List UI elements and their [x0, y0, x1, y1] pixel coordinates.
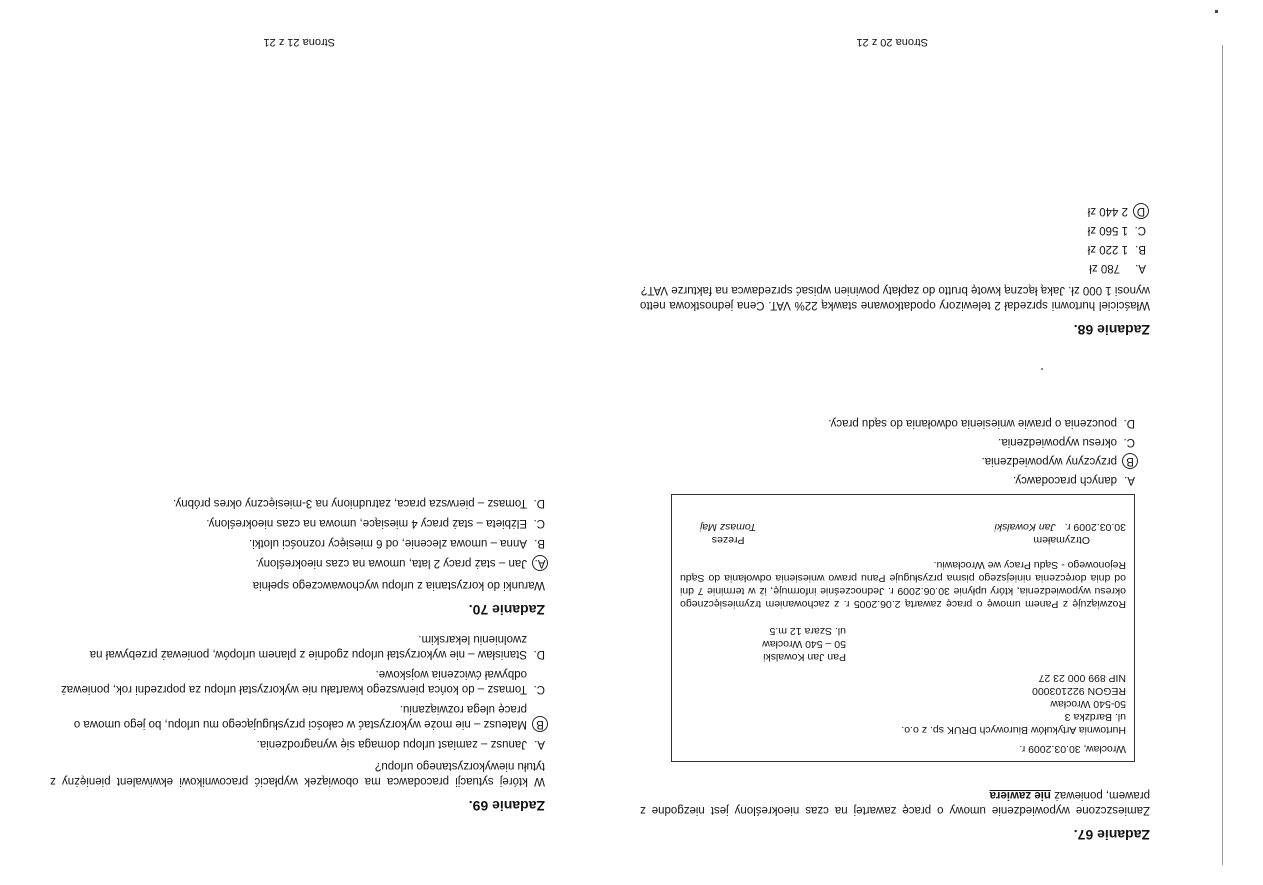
option-d: D. Stanisław – nie wykorzystał urlopu zgodnie z planem urlopów, ponieważ przebywał na zwolnieniu lekarskim. — [89, 633, 545, 660]
circled-answer-mark: B — [532, 716, 548, 732]
option-a: A. danych pracodawcy. — [1013, 474, 1135, 486]
page-20-content — [640, 780, 1150, 842]
letter-signatures — [680, 520, 1126, 546]
option-a: A. 780 zł — [1089, 262, 1146, 274]
letter-recipient — [680, 624, 1126, 663]
sender-line: NIP 899 000 23 27 — [1038, 672, 1126, 684]
recipient-line: ul. Szara 12 m.5 — [769, 625, 846, 637]
scan-speck — [1041, 368, 1043, 370]
received-signature: Jan Kowalski — [994, 521, 1056, 533]
scan-speck — [1215, 10, 1218, 13]
letter-sender — [680, 671, 1126, 736]
page-21-footer: Strona 21 z 21 — [263, 36, 335, 48]
option-a: A. Janusz – zamiast urlopu domaga się wynagrodzenia. — [256, 738, 545, 750]
task-69-title: Zadanie 69. — [468, 798, 545, 814]
option-b: B. Anna – umowa zlecenie, od 6 miesięcy rozności ulotki. — [248, 537, 545, 549]
recipient-line: 50 – 540 Wrocław — [762, 638, 846, 650]
sender-line: Hurtownia Artykułów Biurowych DRUK sp. z o.o. — [901, 724, 1126, 736]
receipt-line — [994, 520, 1126, 533]
option-a-circled: A. Jan – staż pracy 2 lata, umowa na czas nieokreślony. — [50, 555, 545, 570]
option-b: B. 1 220 zł — [1087, 243, 1146, 255]
task-70-title: Zadanie 70. — [468, 602, 545, 618]
task-68-title: Zadanie 68. — [1073, 322, 1150, 338]
circled-answer-mark: D — [1133, 203, 1149, 219]
task-68-question: Właściciel hurtowni sprzedał 2 telewizory opodatkowane stawką 22% VAT. Cena jednostkowa netto wynosi 1 000 zł. Jaką łączną kwotę brutto do zapłaty powinien wpisać sprzedawca na fakturze VAT? — [640, 284, 1150, 311]
received-label: Otrzymałem — [1033, 534, 1090, 546]
signer-title: Prezes — [711, 534, 745, 546]
received-date: 30.03.2009 r. — [1064, 521, 1126, 533]
page-20-footer: Strona 20 z 21 — [856, 36, 928, 48]
option-d-circled: D 2 440 zł — [640, 203, 1146, 218]
sender-line: REGON 922103000 — [1032, 685, 1126, 697]
task-68-options — [640, 203, 1150, 275]
option-c: C. Elżbieta – staż pracy 4 miesiące, umowa na czas nieokreślony. — [206, 517, 545, 529]
task-69-question: W której sytuacji pracodawca ma obowiązek wypłacić pracownikowi ekwiwalent pieniężny z tytułu niewykorzystanego urlopu? — [50, 760, 545, 787]
letter-place-date: Wrocław, 30.03.2009 r. — [1019, 743, 1126, 755]
option-d: D. pouczenia o prawie wniesienia odwołania do sądu pracy. — [828, 417, 1135, 429]
task-70 — [50, 490, 545, 617]
option-c: C. Tomasz – do końca pierwszego kwartału nie wykorzystał urlopu za poprzedni rok, ponieważ odbywał ćwiczenia wojskowe. — [61, 668, 545, 695]
task-67-title: Zadanie 67. — [1073, 827, 1150, 843]
option-b-circled: B przyczyny wypowiedzenia. — [665, 453, 1135, 468]
signer-name: Tomasz Maj — [700, 521, 757, 533]
task-67 — [640, 787, 1150, 842]
receipt-block — [994, 520, 1126, 546]
task-67-options — [665, 411, 1135, 487]
sender-line: ul. Bardzka 3 — [1064, 711, 1126, 723]
task-70-options — [50, 495, 545, 570]
task-69-options — [50, 631, 545, 751]
question-emphasis: nie zawiera — [989, 789, 1051, 801]
scan-edge-line — [1222, 45, 1223, 865]
task-69 — [50, 626, 545, 813]
task-68 — [640, 199, 1150, 337]
letter-body: Rozwiązuję z Panem umowę o pracę zawartą 2.06.2005 r. z zachowaniem trzymiesięcznego okresu wypowiedzenia, który upłynie 30.06.2009 r. Jednocześnie informuję, iż w terminie 7 dni od dnia doręczenia niniejszego pisma przysługuje Panu prawo wniesienia odwołania do Sądu Rejonowego - Sądu Pracy we Wrocławiu. — [680, 559, 1126, 610]
option-b-circled: B Mateusz – nie może wykorzystać w całości przysługującego mu urlopu, bo jego umowa o pracę ulega rozwiązaniu. — [50, 701, 545, 731]
option-d: D. Tomasz – pierwsza praca, zatrudniony na 3-miesięczny okres próbny. — [173, 497, 545, 509]
signer-block — [680, 520, 756, 546]
task-67-question: Zamieszczone wypowiedzenie umowy o pracę zawartej na czas nieokreślony jest niezgodne z prawem, ponieważ nie zawiera — [640, 789, 1150, 816]
task-70-question: Warunki do korzystania z urlopu wychowawczego spełnia — [252, 579, 545, 591]
option-c: C. 1 560 zł — [1087, 224, 1146, 236]
circled-answer-mark: B — [1122, 453, 1138, 469]
termination-letter-box — [671, 494, 1135, 762]
circled-answer-mark: A. — [532, 555, 548, 571]
option-c: C. okresu wypowiedzenia. — [998, 436, 1135, 448]
recipient-line: Pan Jan Kowalski — [763, 651, 846, 663]
sender-line: 50-540 Wrocław — [1050, 698, 1126, 710]
